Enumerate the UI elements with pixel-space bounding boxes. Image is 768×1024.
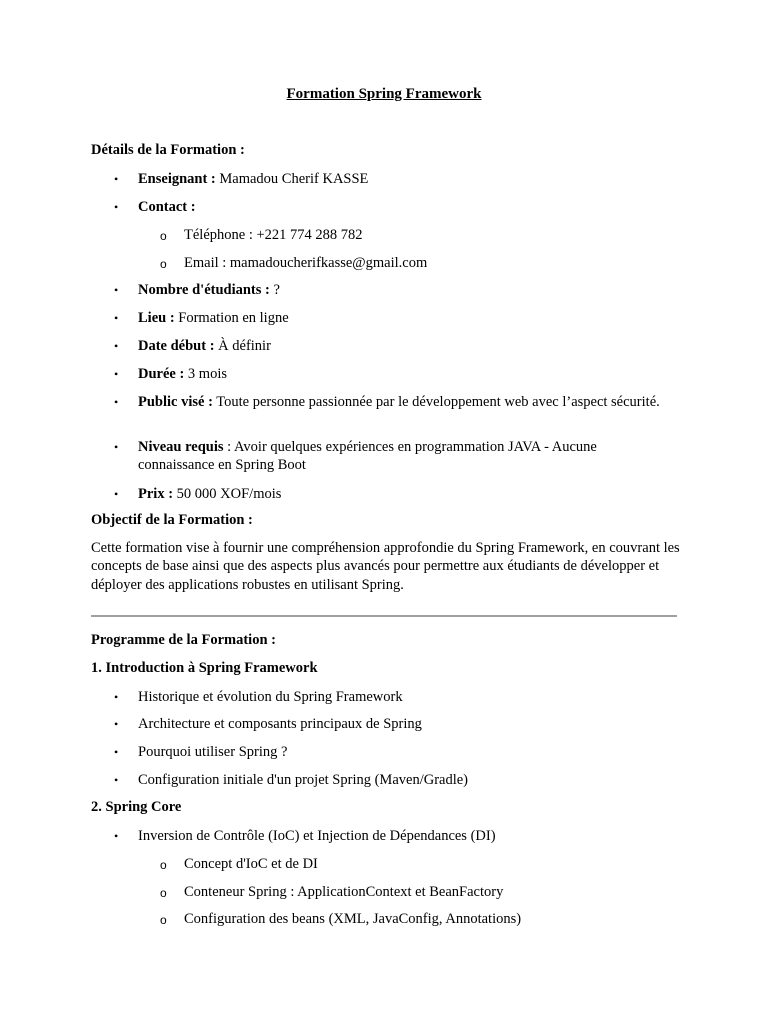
section-1-title: 1. Introduction à Spring Framework — [91, 660, 318, 676]
level-value: : Avoir quelques expériences en programmation JAVA - Aucune connaissance en Spring Boot — [138, 439, 597, 473]
subbullet-marker: o — [160, 886, 167, 900]
price-value: 50 000 XOF/mois — [173, 486, 282, 502]
bullet-marker: • — [114, 311, 119, 325]
audience-label: Public visé : — [138, 394, 213, 410]
bullet-marker: • — [114, 773, 119, 787]
duration-value: 3 mois — [184, 366, 227, 382]
objective-paragraph: Cette formation vise à fournir une compréhension approfondie du Spring Framework, en couvrant les concepts de base ainsi que des aspects plus avancés pour permettre aux étudiants de développer et déployer des applications robustes en utilisant Spring. — [91, 540, 680, 593]
subbullet-marker: o — [160, 229, 167, 243]
list-item-audience — [138, 393, 678, 411]
bullet-marker: • — [114, 339, 119, 353]
list-item-level — [138, 438, 638, 474]
teacher-value: Mamadou Cherif KASSE — [215, 171, 369, 187]
price-label: Prix : — [138, 486, 174, 502]
list-item-price — [138, 485, 678, 503]
start-label: Date début : — [138, 338, 215, 354]
list-item-duration — [138, 365, 678, 383]
bullet-marker: • — [114, 829, 119, 843]
bullet-marker: • — [114, 440, 119, 454]
objective-heading: Objectif de la Formation : — [91, 512, 253, 528]
list-item-contact — [138, 198, 678, 216]
bullet-marker: • — [114, 172, 119, 186]
bullet-marker: • — [114, 395, 119, 409]
level-label: Niveau requis — [138, 439, 224, 455]
subbullet-marker: o — [160, 913, 167, 927]
contact-phone: Téléphone : +221 774 288 782 — [184, 227, 363, 243]
bullet-marker: • — [114, 690, 119, 704]
bullet-marker: • — [114, 717, 119, 731]
bullet-marker: • — [114, 367, 119, 381]
horizontal-divider — [91, 615, 677, 617]
audience-value: Toute personne passionnée par le développement web avec l’aspect sécurité. — [212, 394, 660, 410]
sub-list-item: Configuration des beans (XML, JavaConfig, Annotations) — [184, 911, 522, 927]
bullet-marker: • — [114, 745, 119, 759]
start-value: À définir — [214, 338, 271, 354]
list-item-place — [138, 309, 678, 327]
list-item-teacher — [138, 170, 678, 188]
teacher-label: Enseignant : — [138, 171, 216, 187]
document-title: Formation Spring Framework — [286, 86, 482, 102]
list-item: Inversion de Contrôle (IoC) et Injection de Dépendances (DI) — [138, 828, 496, 844]
list-item: Configuration initiale d'un projet Spring (Maven/Gradle) — [138, 772, 468, 788]
section-2-title: 2. Spring Core — [91, 799, 182, 815]
contact-email: Email : mamadoucherifkasse@gmail.com — [184, 255, 428, 271]
duration-label: Durée : — [138, 366, 185, 382]
place-label: Lieu : — [138, 310, 175, 326]
contact-label: Contact : — [138, 199, 196, 215]
place-value: Formation en ligne — [174, 310, 289, 326]
details-heading: Détails de la Formation : — [91, 142, 245, 158]
list-item: Architecture et composants principaux de Spring — [138, 716, 422, 732]
program-heading: Programme de la Formation : — [91, 632, 276, 648]
subbullet-marker: o — [160, 257, 167, 271]
list-item: Pourquoi utiliser Spring ? — [138, 744, 288, 760]
sub-list-item: Concept d'IoC et de DI — [184, 856, 318, 872]
bullet-marker: • — [114, 200, 119, 214]
subbullet-marker: o — [160, 858, 167, 872]
list-item: Historique et évolution du Spring Framework — [138, 689, 403, 705]
sub-list-item: Conteneur Spring : ApplicationContext et BeanFactory — [184, 884, 504, 900]
bullet-marker: • — [114, 283, 119, 297]
students-label: Nombre d'étudiants : — [138, 282, 270, 298]
bullet-marker: • — [114, 487, 119, 501]
list-item-start-date — [138, 337, 678, 355]
students-value: ? — [269, 282, 280, 298]
list-item-students — [138, 281, 678, 299]
